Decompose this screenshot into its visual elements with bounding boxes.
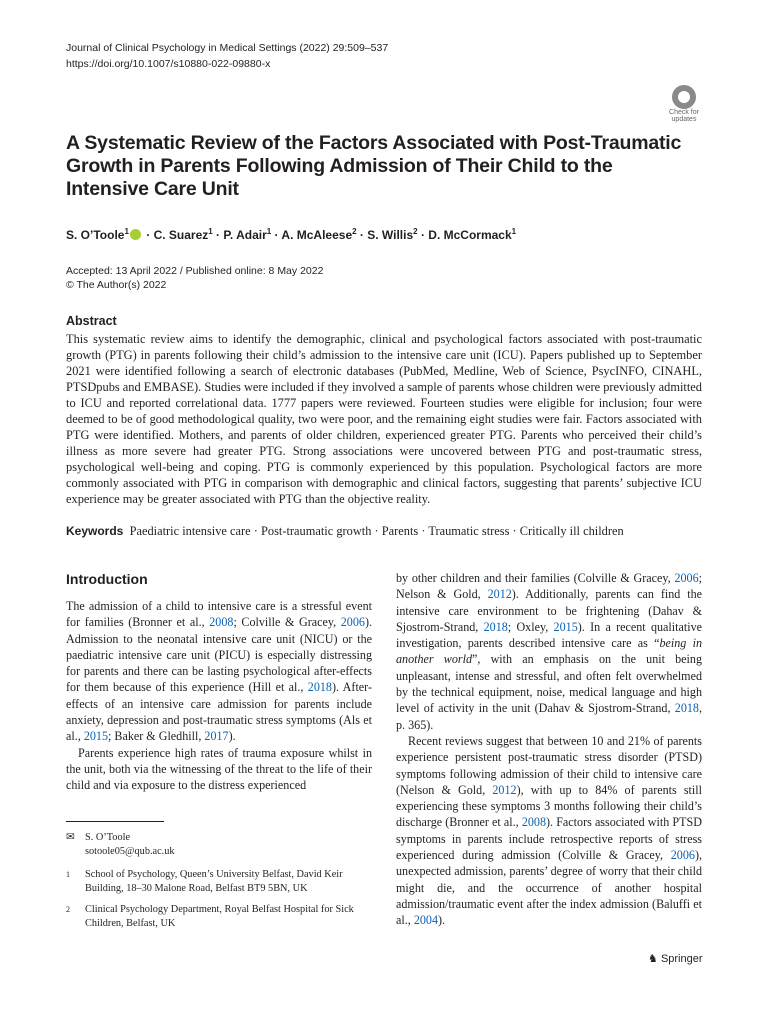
text-segment: ). After-effects of an intensive care admission for parents include anxiety, depression and post-traumatic stress symptoms (Als et al., [66,680,372,744]
text-segment: ), with up to 84% of parents still experiencing these symptoms 3 months following their child’s discharge (Bronner et al., [396,782,702,830]
author-separator: · [212,228,224,242]
accepted-published: Accepted: 13 April 2022 / Published online: 8 May 2022 [66,265,324,277]
author-affiliation-mark: 2 [413,227,418,236]
check-updates-icon [672,85,696,109]
citation-link[interactable]: 2008 [209,615,234,630]
citation-link[interactable]: 2006 [340,615,365,630]
contact-email[interactable]: sotoole05@qub.ac.uk [85,845,175,857]
affiliation-1-text: School of Psychology, Queen’s University Belfast, David Keir Building, 18–30 Malone Road, Belfast BT9 5BN, UK [85,869,343,894]
affiliation-1 [66,868,366,895]
citation-link[interactable]: 2006 [674,571,699,585]
text-segment: ), unexpected admission, parents’ degree of worry that their child might die, and the occurrence of another hospital admission/traumatic event after the index admission (Baluffi et al., [396,848,702,928]
article-title: A Systematic Review of the Factors Associated with Post-Traumatic Growth in Parents Following Admission of Their Child to the Intensive Care Unit [66,132,682,200]
author-affiliation-mark: 1 [208,227,213,236]
text-segment: , p. 365). [396,701,702,732]
author-affiliation-mark: 1 [511,227,517,236]
orcid-icon[interactable] [130,229,141,240]
author-name[interactable]: S. Willis [367,228,414,242]
footnote-divider [66,821,164,822]
intro-paragraph-1 [66,598,372,745]
text-segment: by other children and their families (Colville & Gracey, [396,571,675,585]
author-name[interactable]: S. O’Toole [66,228,125,242]
article-dates [66,264,323,292]
author-affiliation-mark: 2 [352,227,357,236]
badge-line1: Check for [669,109,699,116]
citation-link[interactable]: 2018 [483,619,508,634]
publisher-name: Springer [660,953,703,965]
citation-link[interactable]: 2012 [492,782,517,797]
journal-citation: Journal of Clinical Psychology in Medical Settings (2022) 29:509–537 [66,42,389,54]
springer-horse-icon: ♞ [648,953,658,965]
text-segment: ). Admission to the neonatal intensive care unit (NICU) or the paediatric intensive care unit (PICU) is especially distressing for parents and there can be lasting psychological after-effects for them because of this experience (Hill et al., [66,615,372,695]
author-separator: · [142,228,154,242]
citation-link[interactable]: 2008 [521,815,547,830]
keywords-label: Keywords [66,524,124,538]
citation-link[interactable]: 2018 [674,701,699,716]
intro-paragraph-3 [396,570,702,733]
text-segment: ). [228,729,236,744]
author-separator: · [356,228,368,242]
text-segment: ; Oxley, [507,619,554,634]
affiliation-2 [66,903,366,930]
text-segment: ). Factors associated with PTSD symptoms in parents include retrospective reports of stress experienced during admission (Colville & Gracey, [396,815,702,863]
text-segment: ). [438,913,446,928]
text-segment: ; Nelson & Gold, [396,571,702,602]
text-segment: ). Additionally, parents can find the intensive care environment to be frightening (Dahav & Sjostrom-Strand, [396,587,703,634]
intro-paragraph-4 [396,733,702,929]
text-segment: ; Baker & Gledhill, [108,729,205,744]
citation-link[interactable]: 2017 [204,729,229,744]
text-segment: ”, with an emphasis on the unit being unpleasant, intense and stressful, and often felt overwhelmed by the technical equipment, noise, medical language and high level of activity in the unit (Dahav & Sjostrom-Strand, [396,652,703,716]
text-segment: The admission of a child to intensive care is a stressful event for families (Bronner et al., [66,599,372,630]
citation-link[interactable]: 2015 [553,619,578,634]
citation-link[interactable]: 2004 [413,913,438,928]
text-segment: ; Colville & Gracey, [233,615,341,630]
author-name[interactable]: P. Adair [223,228,267,242]
contact-name: S. O’Toole [85,832,131,843]
contact-footnote [66,831,366,858]
keywords [66,524,706,539]
envelope-icon: ✉ [66,832,75,843]
citation-link[interactable]: 2018 [307,680,332,695]
check-for-updates-badge[interactable] [664,85,704,125]
author-list [66,227,516,242]
doi-link[interactable]: https://doi.org/10.1007/s10880-022-09880-x [66,58,271,70]
author-separator: · [417,228,429,242]
right-column [396,570,702,929]
author-separator: · [271,228,282,242]
intro-paragraph-2: Parents experience high rates of trauma exposure whilst in the unit, both via the witnessing of the threat to the life of their child and via exposure to the distress experienced [66,745,372,793]
affiliation-2-text: Clinical Psychology Department, Royal Belfast Hospital for Sick Children, Belfast, UK [85,904,354,929]
journal-header [66,40,388,72]
citation-link[interactable]: 2015 [83,729,108,744]
citation-link[interactable]: 2006 [670,848,695,863]
author-name[interactable]: D. McCormack [428,228,512,242]
author-affiliation-mark: 1 [266,227,272,236]
introduction-heading: Introduction [66,571,148,587]
text-segment: ). In a recent qualitative investigation, parents described intensive care as “ [396,619,702,651]
badge-line2: updates [671,116,697,123]
publisher-logo [648,952,703,965]
affiliation-2-marker: 2 [66,905,70,914]
keywords-text: Paediatric intensive care · Post-traumatic growth · Parents · Traumatic stress · Critically ill children [129,524,624,538]
copyright: © The Author(s) 2022 [66,279,167,291]
text-segment: Recent reviews suggest that between 10 and 21% of parents experience persistent post-traumatic stress disorder (PTSD) symptoms following admission of their child to intensive care (Nelson & Gold, [396,733,702,797]
text-segment: being in another world [396,636,702,667]
citation-link[interactable]: 2012 [487,587,512,602]
author-name[interactable]: C. Suarez [153,228,209,242]
author-name[interactable]: A. McAleese [281,228,353,242]
abstract-heading: Abstract [66,314,117,328]
abstract-text: This systematic review aims to identify the demographic, clinical and psychological factors associated with post-traumatic growth (PTG) in parents following their child’s admission to the intensive care unit (ICU). Papers published up to September 2021 were identified following a search of electronic databases (PubMed, Medline, Web of Science, PsycINFO, CINAHL, PTSDpubs and EMBASE). Studies were included if they involved a sample of parents whose children were previously admitted to ICU and reported correlational data. 1777 papers were reviewed. Fourteen studies were eligible for inclusion; four were deemed to be of good methodological quality, two were poor, and the remaining eight studies were fair. Factors associated with PTG were identified. Mothers, and parents of older children, experienced greater PTG. Parents who perceived their child’s illness as more severe had greater PTG. Strong associations were uncovered between PTG and post-traumatic stress, psychological well-being and coping. PTG is commonly experienced by this population. Psychological factors are more commonly associated with PTG in comparison with demographic and clinical factors, suggesting that parents’ subjective ICU experience may be greater associated with PTG than the objective reality. [66,332,702,506]
left-column [66,570,372,794]
affiliation-1-marker: 1 [66,870,70,879]
author-affiliation-mark: 1 [124,227,129,236]
